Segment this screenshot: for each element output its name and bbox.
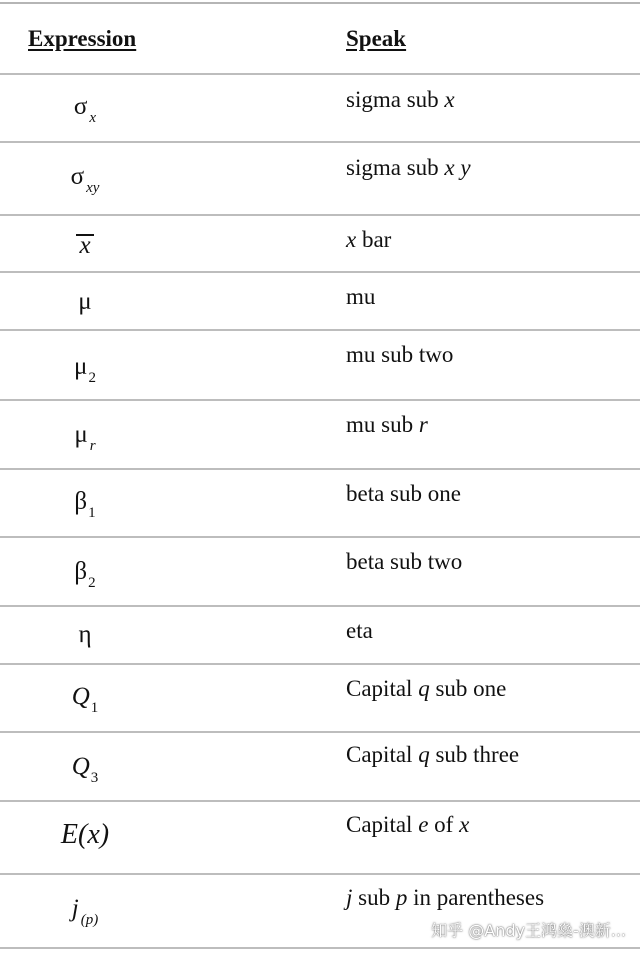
speak-cell: Capital q sub one [346, 676, 507, 701]
expr-base: Q [71, 683, 90, 710]
expression-cell [0, 163, 170, 197]
speak-cell: x bar [346, 227, 392, 252]
speak-cell: j sub p in parentheses [346, 885, 545, 910]
expr-subscript: 2 [88, 575, 96, 591]
table-row [0, 607, 640, 665]
expr-base: β [74, 558, 88, 585]
expr-base: E(x) [60, 819, 110, 850]
expr-base: μ [78, 288, 92, 315]
speak-cell: mu sub r [346, 412, 428, 437]
expression-cell [0, 558, 170, 592]
speak-cell: sigma sub x [346, 87, 455, 112]
expression-cell [0, 353, 170, 387]
expr-base: j [71, 895, 79, 922]
expression-cell [0, 232, 170, 260]
expr-base: η [78, 621, 92, 648]
expr-subscript: (p) [80, 912, 99, 928]
expression-cell [0, 683, 170, 717]
expr-subscript: 2 [88, 370, 96, 386]
speak-cell: mu sub two [346, 342, 454, 367]
expression-cell [0, 488, 170, 522]
expr-base: β [74, 488, 88, 515]
table-row [0, 401, 640, 470]
speak-cell: mu [346, 284, 376, 309]
table-row [0, 143, 640, 216]
speak-cell: beta sub two [346, 549, 463, 574]
expr-subscript: 1 [88, 505, 96, 521]
expression-cell [0, 621, 170, 649]
expr-subscript: x [89, 110, 97, 126]
header-expression: Expression [28, 26, 137, 51]
expr-base: μ [74, 421, 88, 448]
expr-base: σ [70, 163, 85, 190]
expression-cell [0, 421, 170, 455]
table-row [0, 665, 640, 733]
expr-base: σ [73, 93, 88, 120]
expression-cell [0, 819, 170, 851]
expr-base: x [76, 234, 93, 256]
table-row [0, 802, 640, 875]
header-speak: Speak [346, 26, 407, 51]
speak-cell: sigma sub x y [346, 155, 471, 180]
table-row [0, 538, 640, 607]
expression-cell [0, 753, 170, 787]
table-row [0, 75, 640, 143]
speak-cell: eta [346, 618, 373, 643]
expr-base: μ [74, 353, 88, 380]
expression-cell [0, 895, 170, 929]
expression-cell [0, 93, 170, 127]
table-row [0, 331, 640, 401]
speak-cell: Capital q sub three [346, 742, 520, 767]
expr-base: Q [71, 753, 90, 780]
speak-cell: beta sub one [346, 481, 461, 506]
table-row [0, 216, 640, 273]
expr-subscript: 1 [90, 700, 99, 716]
expression-cell [0, 288, 170, 316]
table-row [0, 733, 640, 802]
header-row [0, 4, 640, 75]
expr-subscript: r [89, 438, 96, 454]
table-row [0, 273, 640, 331]
watermark: 知乎 @Andy王鸿燊-澳新... [431, 921, 626, 940]
expr-subscript: 3 [90, 770, 99, 786]
table-row [0, 470, 640, 538]
expr-subscript: xy [86, 180, 100, 196]
speak-cell: Capital e of x [346, 812, 470, 837]
